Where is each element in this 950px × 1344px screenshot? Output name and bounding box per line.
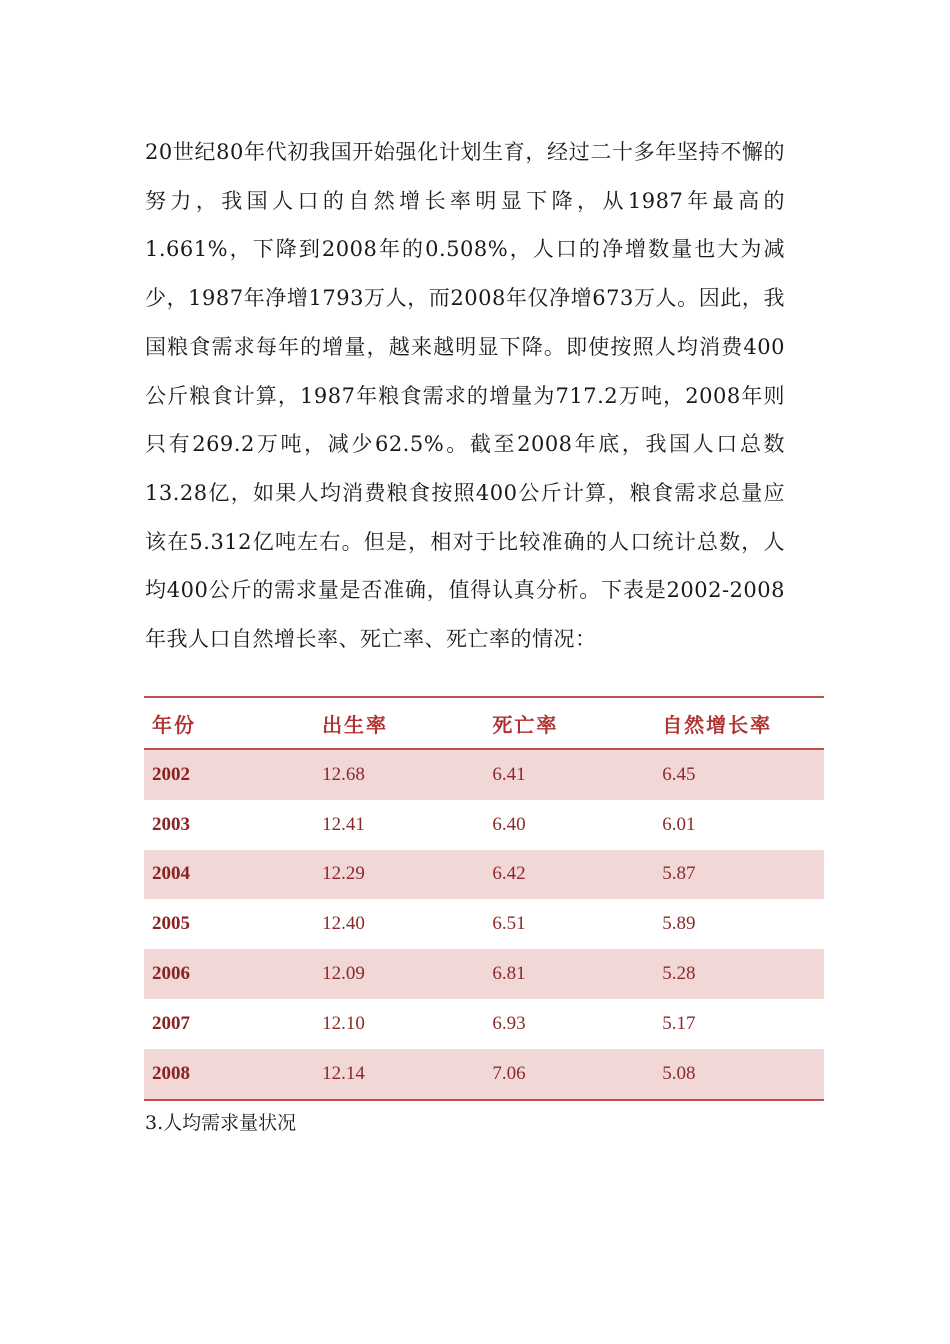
population-rate-table [144,696,824,1101]
cell-year: 2002 [144,749,314,800]
table-row [144,749,824,800]
cell-death-rate: 6.81 [484,949,654,999]
cell-growth-rate: 5.89 [662,913,696,935]
cell-death-rate: 6.93 [492,1012,526,1034]
header-birth-rate: 出生率 [314,697,484,749]
cell-birth-rate: 12.10 [322,1012,365,1034]
cell-birth-rate: 12.40 [322,913,365,935]
table-row [144,800,824,850]
cell-death-rate: 6.40 [492,813,526,835]
cell-death-rate: 7.06 [484,1049,654,1100]
cell-growth-rate: 6.01 [662,813,696,835]
cell-birth-rate: 12.09 [314,949,484,999]
header-year: 年份 [144,697,314,749]
header-death-rate: 死亡率 [484,697,654,749]
cell-year: 2008 [144,1049,314,1100]
cell-year: 2004 [144,850,314,900]
cell-year: 2003 [152,813,190,835]
table-row [144,999,824,1049]
cell-growth-rate: 6.45 [654,749,824,800]
cell-growth-rate: 5.87 [654,850,824,900]
table-row [144,949,824,999]
cell-birth-rate: 12.41 [322,813,365,835]
cell-growth-rate: 5.17 [662,1012,696,1034]
cell-growth-rate: 5.08 [654,1049,824,1100]
cell-birth-rate: 12.29 [314,850,484,900]
table-row [144,850,824,900]
cell-growth-rate: 5.28 [654,949,824,999]
cell-year: 2007 [152,1012,190,1034]
cell-death-rate: 6.42 [484,850,654,900]
table-row [144,899,824,949]
cell-birth-rate: 12.68 [314,749,484,800]
cell-year: 2005 [152,913,190,935]
section-heading: 3.人均需求量状况 [145,1112,297,1134]
cell-year: 2006 [144,949,314,999]
body-paragraph: 20世纪80年代初我国开始强化计划生育，经过二十多年坚持不懈的努力，我国人口的自然增长率明显下降，从1987年最高的1.661%，下降到2008年的0.508%，人口的净增数量也大为减少，1987年净增1793万人，而2008年仅净增673万人。因此，我国粮食需求每年的增量，越来越明显下降。即使按照人均消费400公斤粮食计算，1987年粮食需求的增量为717.2万吨，2008年则只有269.2万吨，减少62.5%。截至2008年底，我国人口总数13.28亿，如果人均消费粮食按照400公斤计算，粮食需求总量应该在5.312亿吨左右。但是，相对于比较准确的人口统计总数，人均400公斤的需求量是否准确，值得认真分析。下表是2002-2008年我人口自然增长率、死亡率、死亡率的情况： [145,140,785,652]
header-growth-rate: 自然增长率 [654,697,824,749]
cell-birth-rate: 12.14 [314,1049,484,1100]
table-row [144,1049,824,1100]
cell-death-rate: 6.41 [484,749,654,800]
table-header-row [144,697,824,749]
cell-death-rate: 6.51 [492,913,526,935]
